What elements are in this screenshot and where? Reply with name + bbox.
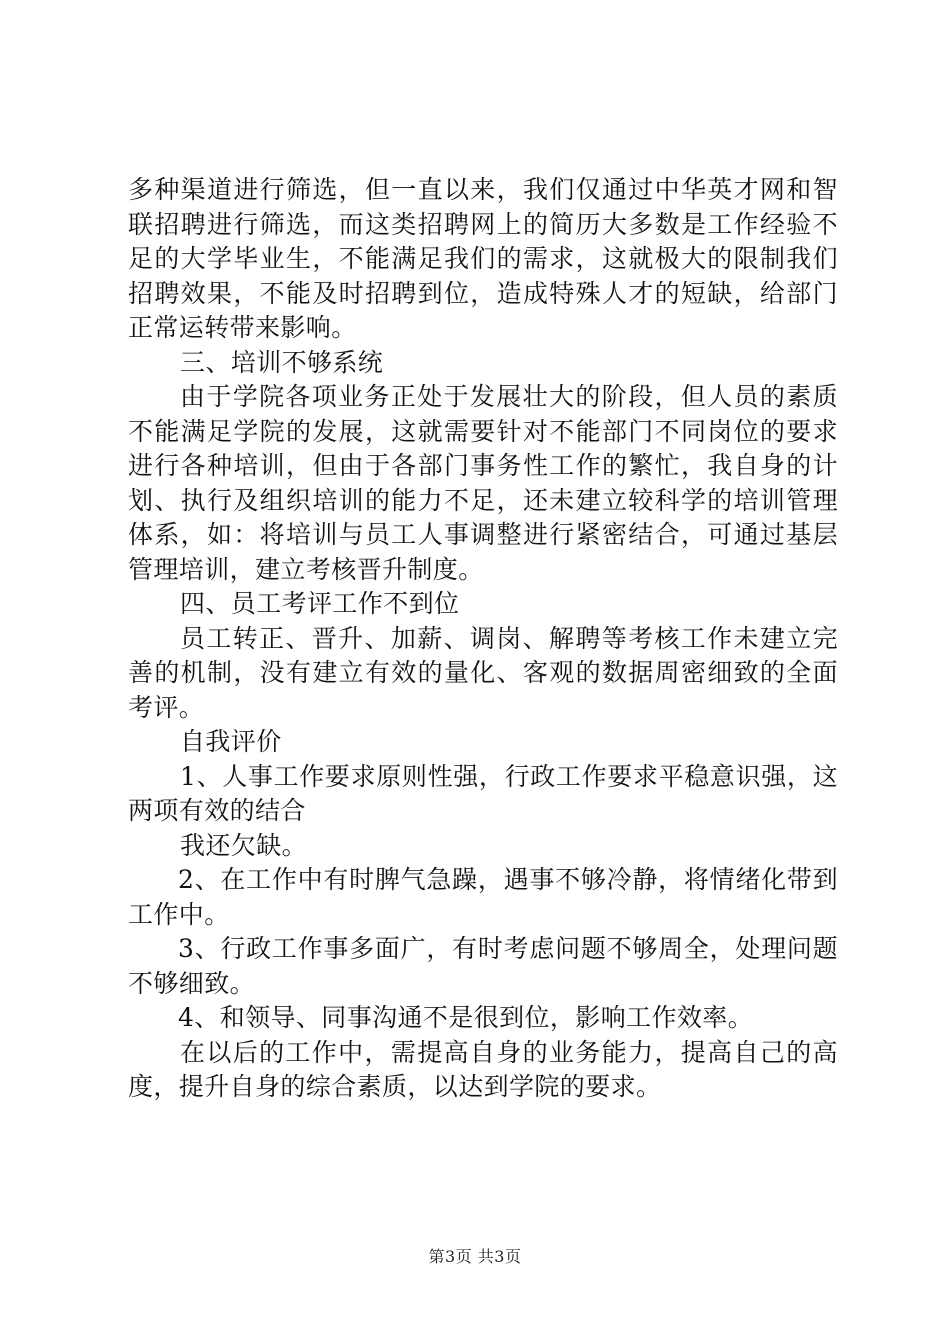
list-item-4: 4、和领导、同事沟通不是很到位，影响工作效率。 bbox=[178, 1003, 754, 1032]
document-body bbox=[128, 173, 838, 1105]
list-item-1-continued: 我还欠缺。 bbox=[180, 830, 308, 860]
paragraph-training: 由于学院各项业务正处于发展壮大的阶段，但人员的素质不能满足学院的发展，这就需要针对不能部门不同岗位的要求进行各种培训，但由于各部门事务性工作的繁忙，我自身的计划、执行及组织培训的能力不足，还未建立较科学的培训管理体系，如：将培训与员工人事调整进行紧密结合，可通过基层管理培训，建立考核晋升制度。 bbox=[128, 382, 838, 584]
heading-evaluation: 四、员工考评工作不到位 bbox=[180, 589, 460, 618]
list-item-2: 2、在工作中有时脾气急躁，遇事不够冷静，将情绪化带到工作中。 bbox=[128, 865, 838, 929]
paragraph-evaluation: 员工转正、晋升、加薪、调岗、解聘等考核工作未建立完善的机制，没有建立有效的量化、客观的数据周密细致的全面考评。 bbox=[128, 623, 838, 722]
page-number-footer: 第3页 共3页 bbox=[428, 1247, 522, 1266]
heading-training: 三、培训不够系统 bbox=[180, 347, 384, 377]
paragraph-recruitment-channels: 多种渠道进行筛选，但一直以来，我们仅通过中华英才网和智联招聘进行筛选，而这类招聘网上的简历大多数是工作经验不足的大学毕业生，不能满足我们的需求，这就极大的限制我们招聘效果，不能及时招聘到位，造成特殊人才的短缺，给部门正常运转带来影响。 bbox=[128, 175, 838, 342]
list-item-1: 1、人事工作要求原则性强，行政工作要求平稳意识强，这两项有效的结合 bbox=[128, 761, 838, 825]
heading-self-assessment: 自我评价 bbox=[180, 727, 282, 756]
list-item-3: 3、行政工作事多面广，有时考虑问题不够周全，处理问题不够细致。 bbox=[128, 934, 838, 998]
paragraph-conclusion: 在以后的工作中，需提高自身的业务能力，提高自己的高度，提升自身的综合素质，以达到学院的要求。 bbox=[128, 1037, 838, 1101]
